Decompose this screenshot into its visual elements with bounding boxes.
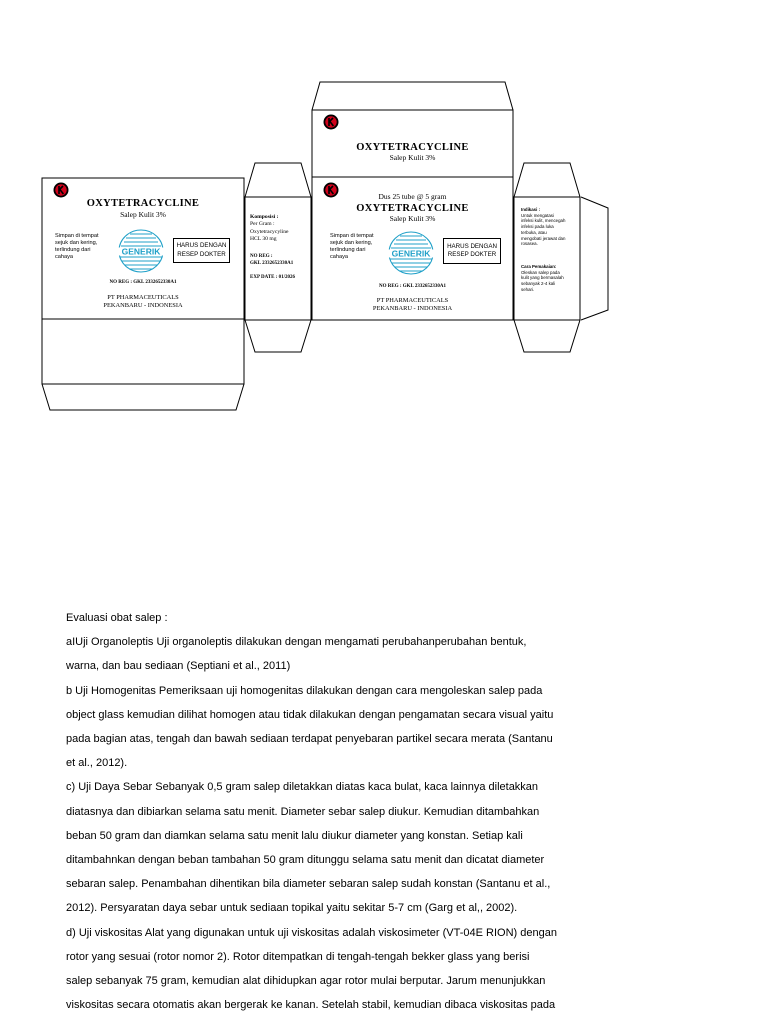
reg-number-left: NO REG : GKL 2332652330A1 bbox=[109, 280, 177, 285]
left-bottom-flap bbox=[42, 384, 244, 410]
article-line: salep sebanyak 75 gram, kemudian alat dihidupkan agar rotor mulai berputar. Jarum menunjukkan bbox=[66, 975, 546, 988]
article-line: b Uji Homogenitas Pemeriksaan uji homogenitas dilakukan dengan cara mengoleskan salep pada bbox=[66, 684, 543, 697]
pack-info: Dus 25 tube @ 5 gram bbox=[378, 192, 447, 201]
company-main: PT PHARMACEUTICALS PEKANBARU - INDONESIA bbox=[372, 297, 453, 312]
indication-block: Indikasi : Untuk mengatasi infeksi kulit, mencegah infeksi pada luka terbuka, atau mengobati jerawat dan rosasea. bbox=[521, 207, 566, 247]
evaluation-article bbox=[66, 606, 586, 1017]
article-line: Evaluasi obat salep : bbox=[66, 612, 168, 624]
side-top-flap bbox=[245, 163, 311, 197]
article-line: c) Uji Daya Sebar Sebanyak 0,5 gram salep diletakkan diatas kaca bulat, kaca lainnya diletakkan bbox=[66, 781, 539, 794]
svg-text:GENERIK: GENERIK bbox=[391, 248, 431, 259]
generik-logo-icon bbox=[386, 230, 436, 276]
exp-date: EXP DATE : 01/2026 bbox=[250, 275, 296, 280]
product-name-main: OXYTETRACYCLINE bbox=[356, 203, 469, 214]
subtitle-left: Salep Kulit 3% bbox=[120, 210, 166, 219]
article-line: et al., 2012). bbox=[66, 757, 128, 770]
side-reg-block: NO REG : GKL 2332652330A1 bbox=[250, 254, 294, 266]
right-bottom-flap bbox=[514, 320, 580, 352]
article-line: aIUji Organoleptis Uji organoleptis dilakukan dengan mengamati perubahanperubahan bentuk, bbox=[66, 636, 527, 649]
right-top-flap bbox=[514, 163, 580, 197]
article-line: pada bagian atas, tengah dan bawah sediaan terdapat penyebaran partikel secara merata (Santanu bbox=[66, 733, 553, 746]
packaging-dieline bbox=[0, 0, 768, 440]
product-name-top: OXYTETRACYCLINE bbox=[356, 142, 469, 153]
subtitle-main: Salep Kulit 3% bbox=[389, 214, 436, 223]
article-line: ditambahnkan dengan beban tambahan 50 gram ditunggu selama satu menit dan dicatat diameter bbox=[66, 854, 545, 867]
article-line: d) Uji viskositas Alat yang digunakan untuk uji viskositas adalah viskosimeter (VT-04E RION) dengan bbox=[66, 926, 557, 939]
composition-block: Komposisi : Per Gram : Oxytetracycyline HCL 30 mg bbox=[250, 214, 289, 242]
reg-number-main: NO REG : GKL 2332652330A1 bbox=[379, 284, 446, 289]
side-bottom-flap bbox=[245, 320, 311, 352]
left-bottom-panel bbox=[42, 319, 244, 384]
usage-block: Cara Pemakaian: Oleskan salep pada kulit yang bermasalah sebanyak 2-4 kali sehari. bbox=[521, 264, 564, 292]
rx-warning-box-left: HARUS DENGAN RESEP DOKTER bbox=[173, 238, 230, 263]
k-logo-icon bbox=[53, 182, 69, 198]
subtitle-top: Salep Kulit 3% bbox=[389, 153, 436, 162]
article-line: sebaran salep. Penambahan dihentikan bila diameter sebaran salep sudah konstan (Santanu et al., bbox=[66, 878, 551, 891]
storage-text-left: Simpan di tempat sejuk dan kering, terlindung dari cahaya bbox=[55, 233, 99, 260]
article-line: beban 50 gram dan diamkan selama satu menit lalu diukur diameter yang konstan. Setiap kali bbox=[66, 829, 523, 842]
svg-text:GENERIK: GENERIK bbox=[121, 246, 161, 257]
generik-logo-icon bbox=[116, 228, 166, 274]
product-name-left: OXYTETRACYCLINE bbox=[86, 198, 200, 209]
glue-flap bbox=[581, 197, 608, 320]
article-line: rotor yang sesuai (rotor nomor 2). Rotor ditempatkan di tengah-tengah bekker glass yang berisi bbox=[66, 950, 530, 963]
company-left: PT PHARMACEUTICALS PEKANBARU - INDONESIA bbox=[103, 294, 183, 309]
article-line: 2012). Persyaratan daya sebar untuk sediaan topikal yaitu sekitar 5-7 cm (Garg et al,, 2002). bbox=[66, 902, 518, 915]
article-line: viskositas secara otomatis akan bergerak ke kanan. Setelah stabil, kemudian dibaca viskositas pada bbox=[66, 999, 556, 1012]
article-line: diatasnya dan dibiarkan selama satu menit. Diameter sebar salep diukur. Kemudian ditambahkan bbox=[66, 805, 540, 818]
article-line: object glass kemudian dilihat homogen atau tidak dilakukan dengan pengamatan secara visual yaitu bbox=[66, 708, 554, 721]
top-flap bbox=[312, 82, 513, 110]
storage-text-main: Simpan di tempat sejuk dan kering, terlindung dari cahaya bbox=[330, 233, 374, 260]
k-logo-icon bbox=[323, 114, 339, 130]
rx-warning-box-main: HARUS DENGAN RESEP DOKTER bbox=[443, 238, 501, 264]
article-line: warna, dan bau sediaan (Septiani et al., 2011) bbox=[66, 660, 291, 673]
